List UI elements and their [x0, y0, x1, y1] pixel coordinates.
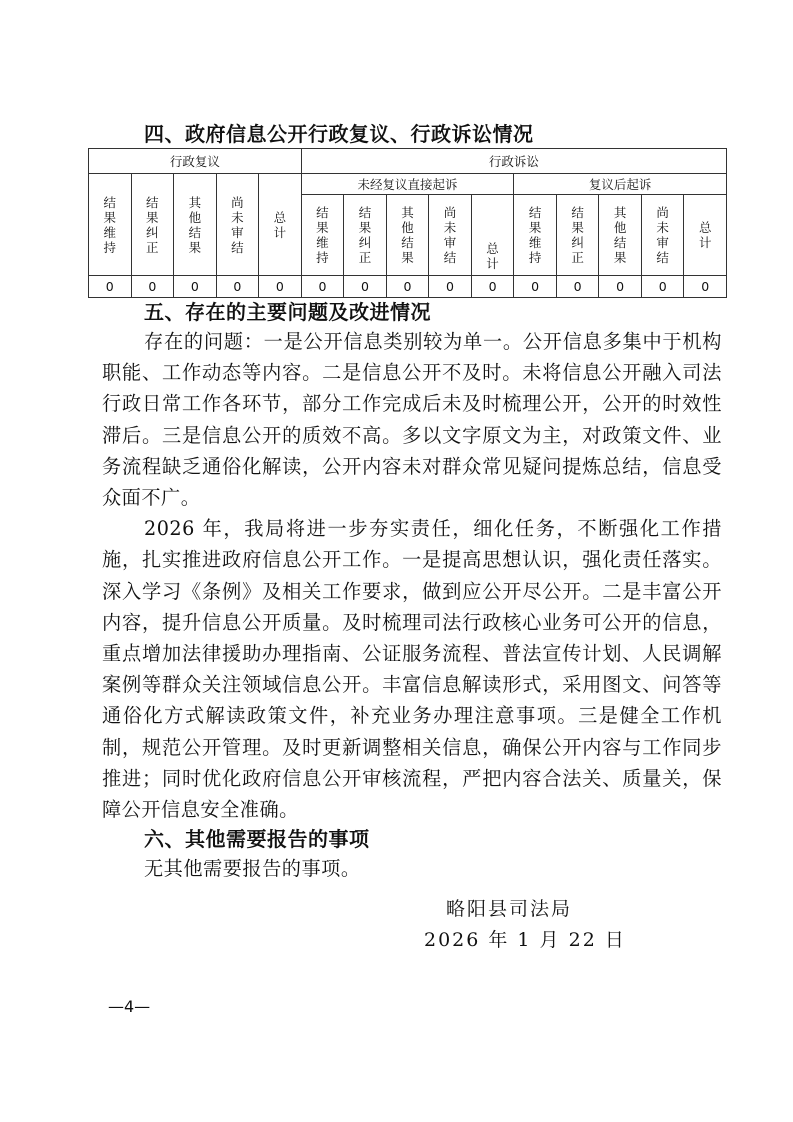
col-review-pending [216, 174, 259, 276]
col-direct-maintain [301, 195, 344, 276]
table-header-row-2 [89, 174, 727, 195]
col-label: 其他结果 [188, 194, 202, 255]
col-direct-correct [344, 195, 387, 276]
value-review-maintain: 0 [89, 276, 132, 298]
section5-heading: 五、存在的主要问题及改进情况 [144, 300, 431, 324]
value-direct-maintain: 0 [301, 276, 344, 298]
col-label: 结果维持 [103, 194, 117, 255]
col-label: 尚未审结 [231, 194, 244, 255]
table-header-row-1 [89, 149, 727, 174]
group-admin-litigation: 行政诉讼 [301, 149, 726, 174]
col-label: 总计 [698, 220, 712, 250]
value-review-total: 0 [259, 276, 302, 298]
section6-heading: 六、其他需要报告的事项 [144, 827, 370, 852]
col-direct-total [471, 195, 514, 276]
value-direct-other: 0 [386, 276, 429, 298]
table-container [88, 148, 727, 298]
value-review-pending: 0 [216, 276, 259, 298]
section4-heading: 四、政府信息公开行政复议、行政诉讼情况 [144, 122, 534, 146]
col-label: 其他结果 [401, 205, 414, 265]
col-after-total [684, 195, 727, 276]
value-direct-total: 0 [471, 276, 514, 298]
col-label: 总计 [273, 209, 287, 240]
col-after-maintain [514, 195, 557, 276]
col-label: 其他结果 [613, 205, 627, 265]
value-after-pending: 0 [641, 276, 684, 298]
value-after-other: 0 [599, 276, 642, 298]
group-admin-review: 行政复议 [89, 149, 302, 174]
value-direct-pending: 0 [429, 276, 472, 298]
value-after-correct: 0 [556, 276, 599, 298]
section6-paragraph: 无其他需要报告的事项。 [144, 857, 361, 881]
col-label: 结果纠正 [571, 205, 584, 265]
signature-date: 2026 年 1 月 22 日 [424, 929, 626, 952]
col-after-other [599, 195, 642, 276]
signature-organization: 略阳县司法局 [446, 898, 573, 921]
col-review-total [259, 174, 302, 276]
col-after-pending [641, 195, 684, 276]
value-review-correct: 0 [131, 276, 174, 298]
col-label: 尚未审结 [443, 205, 457, 265]
col-direct-pending [429, 195, 472, 276]
col-direct-other [386, 195, 429, 276]
review-litigation-table [88, 148, 727, 298]
page-number: —4— [108, 997, 151, 1017]
col-after-correct [556, 195, 599, 276]
col-label: 结果维持 [316, 205, 329, 265]
col-review-correct [131, 174, 174, 276]
col-label: 总计 [486, 241, 499, 271]
value-direct-correct: 0 [344, 276, 387, 298]
col-label: 尚未审结 [656, 205, 669, 265]
subgroup-after-review-suit: 复议后起诉 [514, 174, 727, 195]
subgroup-direct-suit: 未经复议直接起诉 [301, 174, 514, 195]
col-review-maintain [89, 174, 132, 276]
col-review-other [174, 174, 217, 276]
col-label: 结果纠正 [358, 205, 372, 265]
value-review-other: 0 [174, 276, 217, 298]
value-after-maintain: 0 [514, 276, 557, 298]
section5-improvements-paragraph: 2026 年，我局将进一步夯实责任，细化任务，不断强化工作措施，扎实推进政府信息公开工作。一是提高思想认识，强化责任落实。深入学习《条例》及相关工作要求，做到应公开尽公开。二是丰富公开内容，提升信息公开质量。及时梳理司法行政核心业务可公开的信息，重点增加法律援助办理指南、公证服务流程、普法宣传计划、人民调解案例等群众关注领域信息公开。丰富信息解读形式，采用图文、问答等通俗化方式解读政策文件，补充业务办理注意事项。三是健全工作机制，规范公开管理。及时更新调整相关信息，确保公开内容与工作同步推进；同时优化政府信息公开审核流程，严把内容合法关、质量关，保障公开信息安全准确。 [102, 517, 722, 822]
col-label: 结果纠正 [146, 194, 159, 255]
section5-problems-paragraph: 存在的问题：一是公开信息类别较为单一。公开信息多集中于机构职能、工作动态等内容。二是信息公开不及时。未将信息公开融入司法行政日常工作各环节，部分工作完成后未及时梳理公开，公开的时效性滞后。三是信息公开的质效不高。多以文字原文为主，对政策文件、业务流程缺乏通俗化解读，公开内容未对群众常见疑问提炼总结，信息受众面不广。 [102, 330, 722, 510]
col-label: 结果维持 [528, 205, 542, 265]
value-after-total: 0 [684, 276, 727, 298]
table-row-values [89, 276, 727, 298]
signature-block [102, 894, 722, 956]
